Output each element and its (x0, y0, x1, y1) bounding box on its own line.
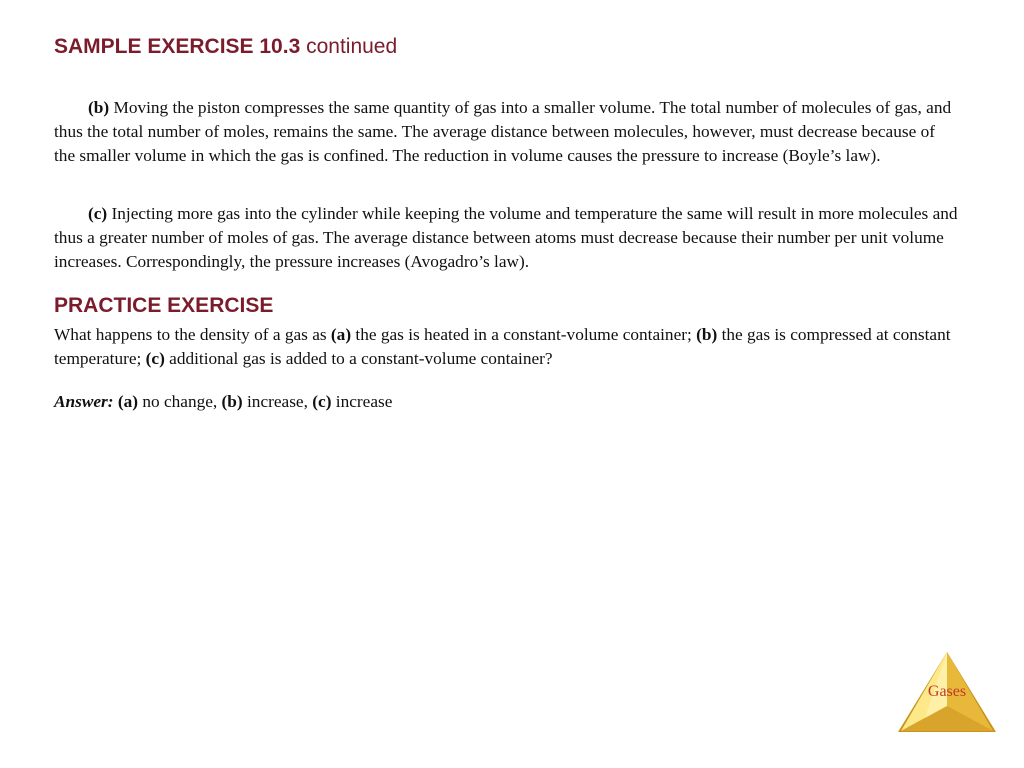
practice-question (54, 323, 960, 371)
paragraph-b-label: (b) (88, 98, 110, 117)
answer-b-text: increase, (247, 392, 308, 411)
question-c-label: (c) (145, 349, 165, 368)
question-a-text: the gas is heated in a constant-volume container; (355, 325, 692, 344)
paragraph-b (54, 96, 960, 168)
question-intro: What happens to the density of a gas as (54, 325, 327, 344)
logo-label: Gases (927, 683, 967, 700)
answer-b-label: (b) (221, 392, 243, 411)
answer-label: Answer: (54, 392, 114, 411)
slide-title (54, 33, 397, 61)
title-suffix: continued (306, 35, 398, 58)
answer-a-text: no change, (142, 392, 218, 411)
paragraph-c (54, 202, 960, 274)
question-a-label: (a) (330, 325, 352, 344)
answer-line (54, 390, 960, 414)
paragraph-c-text: Injecting more gas into the cylinder while keeping the volume and temperature the same will result in more molecules and thus a greater number of moles of gas. The average distance between atoms must decrease because their number per unit volume increases. Correspondingly, the pressure increases (Avogadro’s law). (54, 204, 958, 271)
answer-a-label: (a) (117, 392, 139, 411)
practice-heading: PRACTICE EXERCISE (54, 294, 274, 317)
gases-pyramid-logo (897, 650, 997, 736)
answer-c-label: (c) (312, 392, 332, 411)
paragraph-b-text: Moving the piston compresses the same quantity of gas into a smaller volume. The total number of molecules of gas, and thus the total number of moles, remains the same. The average distance between molecules, however, must decrease because of the smaller volume in which the gas is confined. The reduction in volume causes the pressure to increase (Boyle’s law). (54, 98, 952, 165)
title-main: SAMPLE EXERCISE 10.3 (54, 35, 301, 58)
question-b-text: the gas is compressed at constant temperature; (54, 325, 951, 368)
answer-c-text: increase (335, 392, 393, 411)
paragraph-c-label: (c) (88, 204, 108, 223)
question-b-label: (b) (696, 325, 718, 344)
question-c-text: additional gas is added to a constant-volume container? (169, 349, 553, 368)
